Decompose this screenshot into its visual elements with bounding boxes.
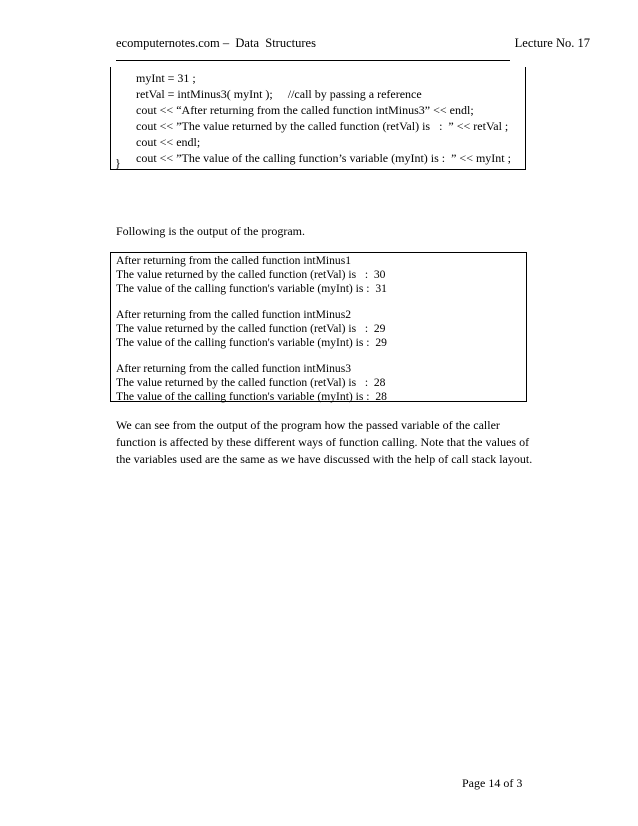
code-line: retVal = intMinus3( myInt ); //call by passing a reference	[136, 87, 422, 101]
paragraph-line: function is affected by these different ways of function calling. Note that the values of	[116, 434, 530, 449]
code-line: myInt = 31 ;	[136, 71, 196, 85]
output-line: The value of the calling function's variable (myInt) is : 28	[116, 390, 387, 403]
output-line: The value returned by the called function (retVal) is : 30	[116, 268, 386, 281]
paragraph-line: the variables used are the same as we have discussed with the help of call stack layout.	[116, 451, 533, 466]
header-site-title: ecomputernotes.com – Data Structures	[116, 36, 316, 50]
header-lecture-number: Lecture No. 17	[514, 36, 590, 50]
code-line: cout << endl;	[136, 135, 201, 149]
output-line: The value of the calling function's variable (myInt) is : 31	[116, 282, 387, 295]
output-line: The value returned by the called function (retVal) is : 29	[116, 322, 386, 335]
program-output-box	[110, 252, 527, 402]
header-divider	[116, 60, 510, 61]
code-line: cout << ”The value of the calling function’s variable (myInt) is : ” << myInt ;	[136, 151, 511, 165]
code-line: cout << “After returning from the called function intMinus3” << endl;	[136, 103, 474, 117]
paragraph-line: We can see from the output of the program how the passed variable of the caller	[116, 418, 500, 432]
conclusion-paragraph	[116, 417, 533, 467]
code-line: cout << ”The value returned by the called function (retVal) is : ” << retVal ;	[136, 119, 509, 133]
output-line: The value of the calling function's variable (myInt) is : 29	[116, 336, 387, 349]
output-line: After returning from the called function intMinus2	[116, 308, 352, 321]
page-number: Page 14 of 3	[462, 776, 523, 790]
output-line: The value returned by the called function (retVal) is : 28	[116, 376, 386, 389]
code-listing-box	[110, 67, 526, 170]
output-line: After returning from the called function intMinus1	[116, 254, 352, 267]
output-intro-text: Following is the output of the program.	[116, 224, 305, 238]
code-closing-brace: }	[115, 156, 121, 170]
output-line: After returning from the called function intMinus3	[116, 362, 352, 375]
